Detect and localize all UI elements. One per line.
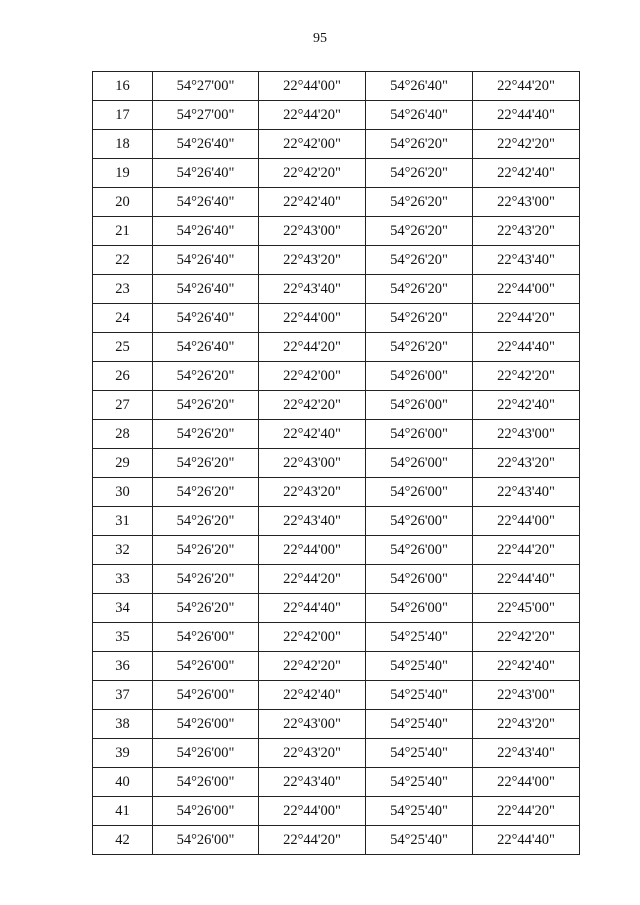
longitude-1-cell: 22°43'40" (259, 768, 366, 797)
table-row (93, 565, 580, 594)
table-row (93, 391, 580, 420)
point-number-cell: 21 (93, 217, 153, 246)
point-number-cell: 34 (93, 594, 153, 623)
point-number-cell: 32 (93, 536, 153, 565)
latitude-1-cell: 54°26'00" (153, 681, 259, 710)
longitude-2-cell: 22°42'40" (473, 652, 580, 681)
point-number-cell: 36 (93, 652, 153, 681)
table-row (93, 478, 580, 507)
longitude-2-cell: 22°44'20" (473, 536, 580, 565)
latitude-1-cell: 54°26'40" (153, 246, 259, 275)
longitude-2-cell: 22°43'20" (473, 217, 580, 246)
longitude-2-cell: 22°44'20" (473, 797, 580, 826)
table-row (93, 797, 580, 826)
longitude-1-cell: 22°44'40" (259, 594, 366, 623)
longitude-2-cell: 22°43'00" (473, 420, 580, 449)
latitude-2-cell: 54°26'20" (366, 217, 473, 246)
latitude-1-cell: 54°26'20" (153, 507, 259, 536)
latitude-2-cell: 54°26'20" (366, 275, 473, 304)
latitude-2-cell: 54°26'00" (366, 594, 473, 623)
table-row (93, 333, 580, 362)
longitude-1-cell: 22°43'00" (259, 449, 366, 478)
latitude-2-cell: 54°26'20" (366, 159, 473, 188)
table-row (93, 275, 580, 304)
point-number-cell: 42 (93, 826, 153, 855)
latitude-1-cell: 54°26'00" (153, 768, 259, 797)
point-number-cell: 26 (93, 362, 153, 391)
latitude-2-cell: 54°26'20" (366, 246, 473, 275)
point-number-cell: 38 (93, 710, 153, 739)
point-number-cell: 22 (93, 246, 153, 275)
longitude-2-cell: 22°44'20" (473, 72, 580, 101)
latitude-1-cell: 54°26'40" (153, 304, 259, 333)
table-row (93, 217, 580, 246)
latitude-1-cell: 54°26'40" (153, 188, 259, 217)
longitude-1-cell: 22°43'40" (259, 275, 366, 304)
point-number-cell: 41 (93, 797, 153, 826)
latitude-2-cell: 54°26'00" (366, 420, 473, 449)
longitude-1-cell: 22°44'20" (259, 826, 366, 855)
table-row (93, 681, 580, 710)
longitude-2-cell: 22°42'20" (473, 130, 580, 159)
point-number-cell: 31 (93, 507, 153, 536)
latitude-2-cell: 54°26'20" (366, 130, 473, 159)
latitude-2-cell: 54°26'00" (366, 362, 473, 391)
point-number-cell: 28 (93, 420, 153, 449)
longitude-1-cell: 22°42'20" (259, 159, 366, 188)
longitude-1-cell: 22°43'20" (259, 478, 366, 507)
latitude-1-cell: 54°26'00" (153, 623, 259, 652)
table-row (93, 101, 580, 130)
longitude-2-cell: 22°43'40" (473, 246, 580, 275)
table-row (93, 420, 580, 449)
latitude-1-cell: 54°26'20" (153, 420, 259, 449)
latitude-2-cell: 54°25'40" (366, 768, 473, 797)
point-number-cell: 17 (93, 101, 153, 130)
latitude-2-cell: 54°26'00" (366, 565, 473, 594)
latitude-1-cell: 54°26'20" (153, 478, 259, 507)
table-row (93, 594, 580, 623)
longitude-1-cell: 22°42'20" (259, 652, 366, 681)
longitude-2-cell: 22°44'40" (473, 565, 580, 594)
latitude-1-cell: 54°26'00" (153, 710, 259, 739)
table-row (93, 246, 580, 275)
coordinates-table (92, 71, 580, 855)
longitude-2-cell: 22°44'40" (473, 826, 580, 855)
table-row (93, 536, 580, 565)
coordinates-table-body (93, 72, 580, 855)
table-row (93, 768, 580, 797)
point-number-cell: 35 (93, 623, 153, 652)
longitude-2-cell: 22°42'20" (473, 362, 580, 391)
latitude-2-cell: 54°25'40" (366, 710, 473, 739)
longitude-1-cell: 22°44'00" (259, 72, 366, 101)
table-row (93, 623, 580, 652)
latitude-1-cell: 54°26'00" (153, 652, 259, 681)
point-number-cell: 37 (93, 681, 153, 710)
longitude-1-cell: 22°42'00" (259, 623, 366, 652)
longitude-2-cell: 22°43'20" (473, 710, 580, 739)
table-row (93, 362, 580, 391)
point-number-cell: 30 (93, 478, 153, 507)
longitude-2-cell: 22°43'40" (473, 739, 580, 768)
longitude-2-cell: 22°45'00" (473, 594, 580, 623)
table-row (93, 507, 580, 536)
longitude-2-cell: 22°44'20" (473, 304, 580, 333)
latitude-1-cell: 54°26'20" (153, 391, 259, 420)
point-number-cell: 39 (93, 739, 153, 768)
longitude-2-cell: 22°44'40" (473, 101, 580, 130)
longitude-1-cell: 22°43'00" (259, 217, 366, 246)
latitude-2-cell: 54°26'20" (366, 304, 473, 333)
point-number-cell: 27 (93, 391, 153, 420)
longitude-2-cell: 22°44'00" (473, 275, 580, 304)
longitude-1-cell: 22°44'20" (259, 101, 366, 130)
longitude-2-cell: 22°42'40" (473, 159, 580, 188)
point-number-cell: 18 (93, 130, 153, 159)
latitude-2-cell: 54°25'40" (366, 797, 473, 826)
longitude-1-cell: 22°44'20" (259, 333, 366, 362)
longitude-1-cell: 22°42'00" (259, 362, 366, 391)
latitude-1-cell: 54°26'20" (153, 362, 259, 391)
table-row (93, 159, 580, 188)
latitude-2-cell: 54°26'20" (366, 188, 473, 217)
longitude-2-cell: 22°42'20" (473, 623, 580, 652)
point-number-cell: 29 (93, 449, 153, 478)
longitude-1-cell: 22°43'20" (259, 246, 366, 275)
longitude-1-cell: 22°42'40" (259, 681, 366, 710)
latitude-1-cell: 54°26'40" (153, 130, 259, 159)
latitude-2-cell: 54°25'40" (366, 652, 473, 681)
latitude-2-cell: 54°26'00" (366, 536, 473, 565)
latitude-2-cell: 54°26'40" (366, 101, 473, 130)
page-number: 95 (313, 31, 327, 46)
longitude-1-cell: 22°44'20" (259, 565, 366, 594)
longitude-1-cell: 22°42'40" (259, 420, 366, 449)
latitude-1-cell: 54°26'40" (153, 159, 259, 188)
longitude-1-cell: 22°42'40" (259, 188, 366, 217)
longitude-2-cell: 22°44'00" (473, 768, 580, 797)
longitude-2-cell: 22°44'40" (473, 333, 580, 362)
point-number-cell: 33 (93, 565, 153, 594)
latitude-1-cell: 54°26'20" (153, 565, 259, 594)
table-row (93, 72, 580, 101)
table-row (93, 188, 580, 217)
table-row (93, 304, 580, 333)
longitude-2-cell: 22°43'00" (473, 188, 580, 217)
point-number-cell: 25 (93, 333, 153, 362)
latitude-2-cell: 54°26'00" (366, 478, 473, 507)
point-number-cell: 23 (93, 275, 153, 304)
longitude-1-cell: 22°44'00" (259, 536, 366, 565)
table-row (93, 826, 580, 855)
latitude-2-cell: 54°25'40" (366, 681, 473, 710)
point-number-cell: 24 (93, 304, 153, 333)
longitude-2-cell: 22°43'00" (473, 681, 580, 710)
longitude-2-cell: 22°43'40" (473, 478, 580, 507)
table-row (93, 652, 580, 681)
latitude-1-cell: 54°27'00" (153, 72, 259, 101)
latitude-1-cell: 54°26'40" (153, 275, 259, 304)
table-row (93, 449, 580, 478)
latitude-1-cell: 54°26'40" (153, 217, 259, 246)
point-number-cell: 40 (93, 768, 153, 797)
latitude-2-cell: 54°25'40" (366, 739, 473, 768)
longitude-1-cell: 22°44'00" (259, 797, 366, 826)
latitude-2-cell: 54°25'40" (366, 623, 473, 652)
point-number-cell: 16 (93, 72, 153, 101)
longitude-1-cell: 22°44'00" (259, 304, 366, 333)
longitude-1-cell: 22°43'40" (259, 507, 366, 536)
latitude-1-cell: 54°26'20" (153, 449, 259, 478)
latitude-2-cell: 54°26'20" (366, 333, 473, 362)
latitude-2-cell: 54°26'00" (366, 507, 473, 536)
table-row (93, 739, 580, 768)
latitude-1-cell: 54°26'00" (153, 797, 259, 826)
table-row (93, 130, 580, 159)
latitude-2-cell: 54°26'00" (366, 449, 473, 478)
latitude-2-cell: 54°25'40" (366, 826, 473, 855)
latitude-2-cell: 54°26'40" (366, 72, 473, 101)
table-row (93, 710, 580, 739)
longitude-1-cell: 22°43'20" (259, 739, 366, 768)
latitude-1-cell: 54°26'00" (153, 826, 259, 855)
latitude-1-cell: 54°26'20" (153, 594, 259, 623)
latitude-1-cell: 54°26'00" (153, 739, 259, 768)
longitude-2-cell: 22°44'00" (473, 507, 580, 536)
point-number-cell: 19 (93, 159, 153, 188)
longitude-1-cell: 22°42'00" (259, 130, 366, 159)
longitude-1-cell: 22°42'20" (259, 391, 366, 420)
latitude-1-cell: 54°27'00" (153, 101, 259, 130)
latitude-1-cell: 54°26'40" (153, 333, 259, 362)
longitude-2-cell: 22°43'20" (473, 449, 580, 478)
point-number-cell: 20 (93, 188, 153, 217)
longitude-1-cell: 22°43'00" (259, 710, 366, 739)
latitude-2-cell: 54°26'00" (366, 391, 473, 420)
longitude-2-cell: 22°42'40" (473, 391, 580, 420)
latitude-1-cell: 54°26'20" (153, 536, 259, 565)
